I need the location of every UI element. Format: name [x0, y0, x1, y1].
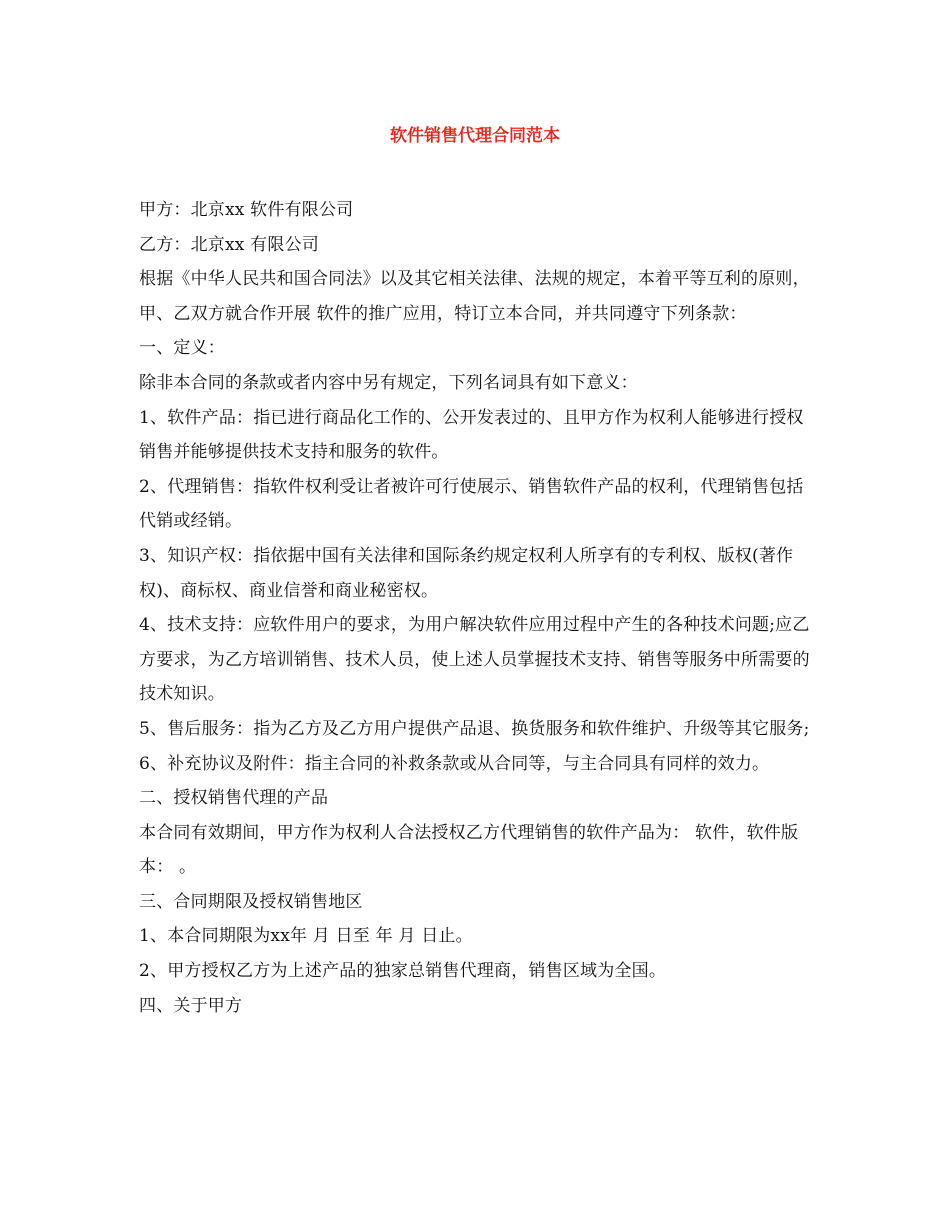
document-title: 软件销售代理合同范本 — [390, 126, 560, 146]
document-body — [139, 193, 815, 1023]
section-heading-term-region: 三、合同期限及授权销售地区 — [139, 891, 363, 912]
products-paragraph: 本合同有效期间，甲方作为权利人合法授权乙方代理销售的软件产品为： 软件，软件版本： 。 — [139, 822, 799, 878]
party-b-line: 乙方：北京xx 有限公司 — [139, 234, 319, 255]
section-heading-definitions: 一、定义： — [139, 338, 225, 359]
definition-item: 5、售后服务：指为乙方及乙方用户提供产品退、换货服务和软件维护、升级等其它服务; — [139, 718, 810, 739]
term-item: 1、本合同期限为xx年 月 日至 年 月 日止。 — [139, 926, 473, 947]
definitions-intro: 除非本合同的条款或者内容中另有规定，下列名词具有如下意义： — [139, 372, 638, 393]
party-a-line: 甲方：北京xx 软件有限公司 — [139, 200, 354, 220]
definition-item: 6、补充协议及附件：指主合同的补救条款或从合同等，与主合同具有同样的效力。 — [139, 753, 770, 774]
definition-item: 1、软件产品：指已进行商品化工作的、公开发表过的、且甲方作为权利人能够进行授权销售并能够提供技术支持和服务的软件。 — [139, 407, 804, 463]
term-item: 2、甲方授权乙方为上述产品的独家总销售代理商，销售区域为全国。 — [139, 961, 667, 982]
definition-item: 4、技术支持：应软件用户的要求，为用户解决软件应用过程中产生的各种技术问题;应乙方要求，为乙方培训销售、技术人员，使上述人员掌握技术支持、销售等服务中所需要的技术知识。 — [139, 615, 810, 705]
definition-item: 3、知识产权：指依据中国有关法律和国际条约规定权利人所享有的专利权、版权(著作权)、商标权、商业信誉和商业秘密权。 — [139, 545, 794, 601]
preamble-paragraph: 根据《中华人民共和国合同法》以及其它相关法律、法规的规定，本着平等互利的原则，甲、乙双方就合作开展 软件的推广应用，特订立本合同，并共同遵守下列条款： — [139, 269, 810, 324]
definition-item: 2、代理销售：指软件权利受让者被许可行使展示、销售软件产品的权利，代理销售包括代销或经销。 — [139, 476, 804, 532]
section-heading-products: 二、授权销售代理的产品 — [139, 788, 329, 809]
section-heading-party-a: 四、关于甲方 — [139, 995, 243, 1016]
